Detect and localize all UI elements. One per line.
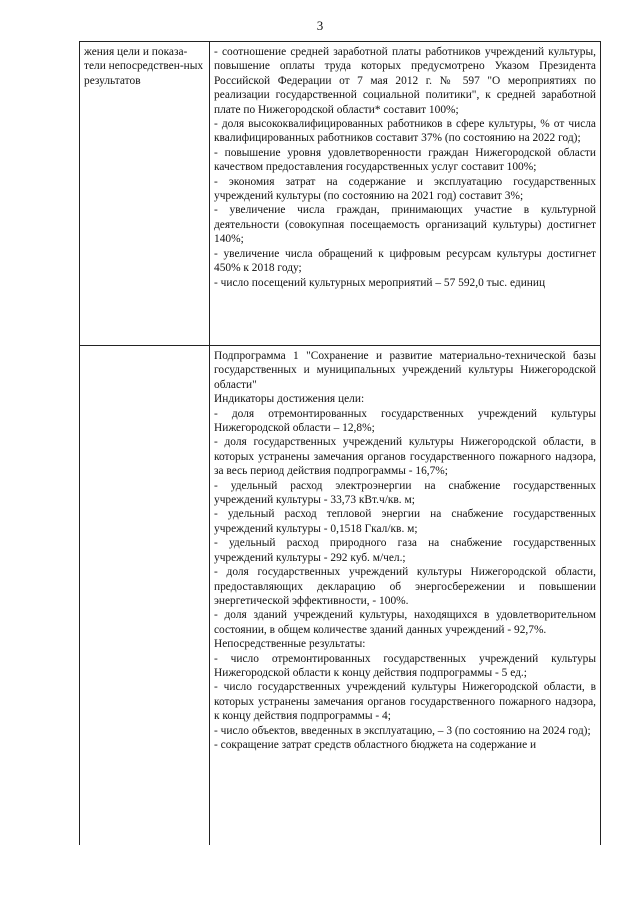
indicator-paragraph: - экономия затрат на содержание и эксплуатацию государственных учреждений культуры (по состоянию на 2021 год) составит 3%; (214, 175, 596, 203)
indicator-paragraph: - соотношение средней заработной платы работников учреждений культуры, повышение оплаты труда которых предусмотрено Указом Президента Российской Федерации от 7 мая 2012 г. № 597 "О мероприятиях по реализации государственной социальной политики", к средней заработной плате по Нижегородской области* составит 100%; (214, 46, 596, 116)
table-row (80, 346, 601, 846)
indicator-paragraph: - удельный расход электроэнергии на снабжение государственных учреждений культуры - 33,73 кВт.ч/кв. м; (214, 479, 596, 507)
indicator-paragraph: - доля высококвалифицированных работников в сфере культуры, % от числа квалифицированных работников составит 37% (по состоянию на 2022 год); (214, 118, 596, 145)
indicator-paragraph: - удельный расход тепловой энергии на снабжение государственных учреждений культуры - 0,1518 Гкал/кв. м; (214, 508, 596, 535)
program-passport-table (79, 41, 601, 845)
section-label: жения цели и показа-тели непосредствен-ных результатов (84, 46, 204, 87)
results-heading: Непосредственные результаты: (214, 638, 366, 651)
subprogram-cell (210, 346, 601, 846)
indicator-paragraph: - увеличение числа граждан, принимающих участие в культурной деятельности (совокупная посещаемость организаций культуры) достигнет 140%; (214, 204, 596, 246)
result-paragraph: - число объектов, введенных в эксплуатацию, – 3 (по состоянию на 2024 год); (214, 724, 591, 737)
subprogram-title: Подпрограмма 1 "Сохранение и развитие материально-технической базы государственных и муниципальных учреждений культуры Нижегородской области" (214, 350, 596, 391)
empty-label-cell (80, 346, 210, 846)
section-label-cell (80, 42, 210, 346)
result-paragraph: - число отремонтированных государственных учреждений культуры Нижегородской области к концу действия подпрограммы - 5 ед.; (214, 652, 596, 679)
indicator-paragraph: - повышение уровня удовлетворенности граждан Нижегородской области качеством предоставления государственных услуг составит 100%; (214, 146, 596, 174)
indicator-paragraph: - доля зданий учреждений культуры, находящихся в удовлетворительном состоянии, в общем количестве зданий данных учреждений - 92,7%. (214, 609, 596, 636)
indicator-paragraph: - увеличение числа обращений к цифровым ресурсам культуры достигнет 450% к 2018 году; (214, 247, 596, 275)
result-paragraph: - сокращение затрат средств областного бюджета на содержание и (214, 738, 537, 751)
indicator-paragraph: - число посещений культурных мероприятий – 57 592,0 тыс. единиц (214, 276, 546, 289)
indicator-paragraph: - удельный расход природного газа на снабжение государственных учреждений культуры - 292 куб. м/чел.; (214, 537, 596, 564)
goal-indicators-cell (210, 42, 601, 346)
indicator-paragraph: - доля государственных учреждений культуры Нижегородской области, в которых устранены замечания органов государственного пожарного надзора, за весь период действия подпрограммы - 16,7%; (214, 436, 596, 478)
indicator-paragraph: - доля отремонтированных государственных учреждений культуры Нижегородской области – 12,8%; (214, 407, 596, 435)
indicators-heading: Индикаторы достижения цели: (214, 393, 365, 406)
table-row (80, 42, 601, 346)
result-paragraph: - число государственных учреждений культуры Нижегородской области, в которых устранены замечания органов государственного пожарного надзора, к концу действия подпрограммы - 4; (214, 681, 596, 723)
indicator-paragraph: - доля государственных учреждений культуры Нижегородской области, предоставляющих декларацию об энергосбережении и повышении энергетической эффективности, - 100%. (214, 566, 596, 607)
page-number: 3 (316, 18, 324, 33)
